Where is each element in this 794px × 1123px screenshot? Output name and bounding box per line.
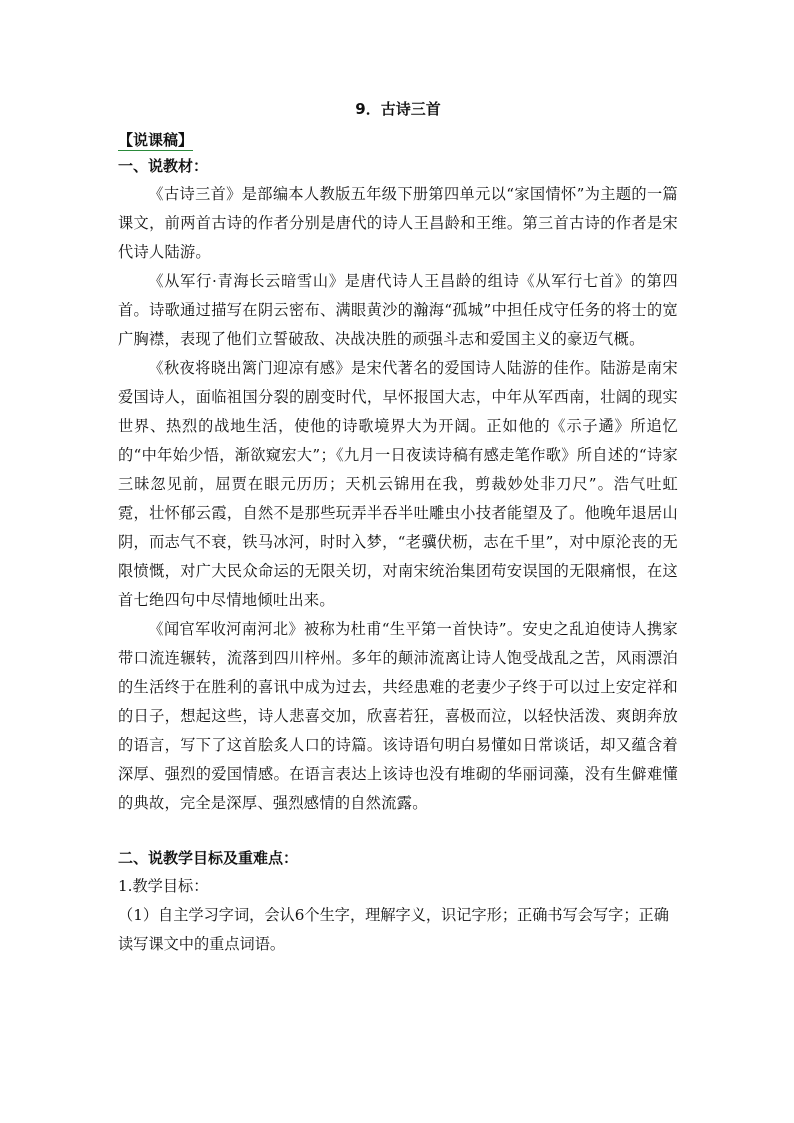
section-heading-textbook: 一、说教材：: [118, 157, 209, 175]
goal-item-1: （1）自主学习字词，会认6个生字，理解字义，识记字形；正确书写会写字；正确读写课文中的重点词语。: [118, 906, 669, 953]
goal-label: 1.教学目标：: [118, 877, 209, 895]
paragraph-poem-3: 《闻官军收河南河北》被称为杜甫“生平第一首快诗”。安史之乱迫使诗人携家带口流连辗转，流落到四川梓州。多年的颠沛流离让诗人饱受战乱之苦，风雨漂泊的生活终于在胜利的喜讯中成为过去，共经患难的老妻少子终于可以过上安定祥和的日子，想起这些，诗人悲喜交加，欣喜若狂，喜极而泣，以轻快活泼、爽朗奔放的语言，写下了这首脍炙人口的诗篇。该诗语句明白易懂如日常谈话，却又蕴含着深厚、强烈的爱国情感。在语言表达上该诗也没有堆砌的华丽词藻，没有生僻难懂的典故，完全是深厚、强烈感情的自然流露。: [118, 620, 678, 812]
section-gap: [118, 818, 678, 844]
section-heading-goals: 二、说教学目标及重难点：: [118, 849, 299, 867]
section-label: [118, 128, 678, 152]
paragraph-poem-2: 《秋夜将晓出篱门迎凉有感》是宋代著名的爱国诗人陆游的佳作。陆游是南宋爱国诗人，面临祖国分裂的剧变时代，早怀报国大志，中年从军西南，壮阔的现实世界、热烈的战地生活，使他的诗歌境界大为开阔。正如他的《示子遹》所追忆的“中年始少悟，渐欲窥宏大”；《九月一日夜读诗稿有感走笔作歌》所自述的“诗家三昧忽见前，屈贾在眼元历历；天机云锦用在我，剪裁妙处非刀尺”。浩气吐虹霓，壮怀郁云霞，自然不是那些玩弄半吞半吐雕虫小技者能望及了。他晚年退居山阴，而志气不衰，铁马冰河，时时入梦，“老骥伏枥，志在千里”，对中原沦丧的无限愤慨，对广大民众命运的无限关切，对南宋统治集团苟安误国的无限痛恨，在这首七绝四句中尽情地倾吐出来。: [118, 359, 678, 609]
paragraph-intro: 《古诗三首》是部编本人教版五年级下册第四单元以“家国情怀”为主题的一篇课文，前两首古诗的作者分别是唐代的诗人王昌龄和王维。第三首古诗的作者是宋代诗人陆游。: [118, 185, 678, 261]
paragraph-poem-1: 《从军行·青海长云暗雪山》是唐代诗人王昌龄的组诗《从军行七首》的第四首。诗歌通过描写在阴云密布、满眼黄沙的瀚海“孤城”中担任戍守任务的将士的宽广胸襟，表现了他们立誓破敌、决战决胜的顽强斗志和爱国主义的豪迈气概。: [118, 272, 678, 348]
document-title: 9．古诗三首: [355, 100, 441, 118]
document-page: [118, 98, 678, 959]
section-label-text: 【说课稿】: [118, 131, 194, 149]
